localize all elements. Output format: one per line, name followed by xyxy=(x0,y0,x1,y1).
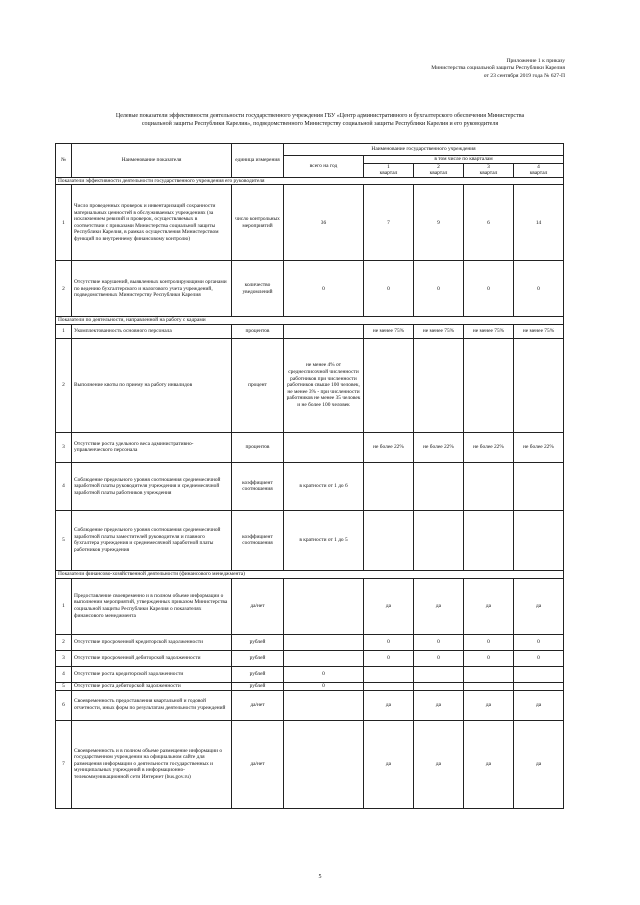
appendix-reference xyxy=(345,58,565,80)
row-number: 1 xyxy=(56,578,72,634)
row-number: 1 xyxy=(56,185,72,261)
q3-cell xyxy=(464,510,514,570)
q4-cell: 0 xyxy=(514,261,564,317)
indicator-name: Своевременность предоставления квартальной и годовой отчетности, иных форм по результатам деятельности учреждений xyxy=(72,690,232,720)
table-row xyxy=(56,650,564,666)
header-q1-word: квартал xyxy=(379,170,398,177)
row-number: 6 xyxy=(56,690,72,720)
row-number: 2 xyxy=(56,261,72,317)
q1-cell: не менее 75% xyxy=(364,324,414,338)
indicator-name: Число проведенных проверок и инвентаризаций сохранности материальных ценностей в обслуживаемых учреждениях (за исключением ревизий и проверок, осуществляемых в соответствии с приказами Министерства социальной защиты Республики Карелия, в рамках осуществления Министерством функций по внутреннему финансовому контролю) xyxy=(72,185,232,261)
q4-cell: да xyxy=(514,720,564,808)
table-row xyxy=(56,682,564,690)
appendix-line-1: Приложение 1 к приказу xyxy=(506,58,565,64)
indicator-name: Отсутствие роста кредиторской задолженности xyxy=(72,666,232,682)
document-title xyxy=(60,112,580,128)
q1-cell: 0 xyxy=(364,261,414,317)
q1-cell xyxy=(364,510,414,570)
q3-cell: да xyxy=(464,690,514,720)
q3-cell: да xyxy=(464,578,514,634)
year-total-cell: 36 xyxy=(284,185,364,261)
header-q4-word: квартал xyxy=(529,170,548,177)
header-year-total: всего на год xyxy=(284,156,364,178)
q3-cell: 0 xyxy=(464,650,514,666)
header-q3-number: 3 xyxy=(487,163,490,170)
indicator-name: Соблюдение предельного уровня соотношения среднемесячной заработной платы руководителя учреждения и среднемесячной заработной платы работников учреждения xyxy=(72,462,232,510)
header-quarters-label: в том числе по кварталам xyxy=(364,156,564,164)
year-total-cell: 0 xyxy=(284,682,364,690)
unit-cell: рублей xyxy=(232,666,284,682)
row-number: 5 xyxy=(56,510,72,570)
table-row xyxy=(56,338,564,432)
year-total-cell xyxy=(284,432,364,462)
year-total-cell xyxy=(284,324,364,338)
q3-cell xyxy=(464,682,514,690)
row-number: 4 xyxy=(56,462,72,510)
q3-cell: 0 xyxy=(464,634,514,650)
appendix-line-3: от 23 сентября 2019 года № 627-П xyxy=(483,72,565,79)
q2-cell: да xyxy=(414,690,464,720)
section-title: Показатели эффективности деятельности государственного учреждения его руководителя xyxy=(56,177,564,185)
q4-cell xyxy=(514,510,564,570)
indicator-name: Соблюдение предельного уровня соотношения среднемесячной заработной платы заместителей руководителя и главного бухгалтера учреждения и среднемесячной заработной платы работников учреждения xyxy=(72,510,232,570)
q3-cell: не более 22% xyxy=(464,432,514,462)
q2-cell: 0 xyxy=(414,261,464,317)
q1-cell: 0 xyxy=(364,634,414,650)
section-row xyxy=(56,177,564,185)
header-q2-number: 2 xyxy=(437,163,440,170)
q1-cell xyxy=(364,338,414,432)
title-line-1: Целевые показатели эффективности деятельности государственного учреждения ГБУ «Центр административного и бухгалтерского обеспечения Министерства xyxy=(115,113,525,119)
q4-cell xyxy=(514,682,564,690)
row-number: 5 xyxy=(56,682,72,690)
section-title: Показатели по деятельности, направленной на работу с кадрами xyxy=(56,317,564,325)
q2-cell: да xyxy=(414,578,464,634)
header-q3 xyxy=(464,163,514,177)
header-q4-number: 4 xyxy=(537,163,540,170)
row-number: 4 xyxy=(56,666,72,682)
row-number: 2 xyxy=(56,634,72,650)
page-number: 5 xyxy=(318,874,322,880)
unit-cell: рублей xyxy=(232,650,284,666)
section-title: Показатели финансово-хозяйственной деятельности (финансового менеджмента) xyxy=(56,570,564,578)
q2-cell xyxy=(414,682,464,690)
year-total-cell: 0 xyxy=(284,261,364,317)
year-total-cell xyxy=(284,578,364,634)
table-row xyxy=(56,185,564,261)
q2-cell xyxy=(414,510,464,570)
q4-cell xyxy=(514,462,564,510)
q4-cell: не менее 75% xyxy=(514,324,564,338)
unit-cell: процент xyxy=(232,338,284,432)
table-row xyxy=(56,720,564,808)
q3-cell xyxy=(464,338,514,432)
q2-cell xyxy=(414,462,464,510)
header-name: Наименование показателя xyxy=(72,144,232,178)
indicator-name: Отсутствие просроченной дебиторской задолженности xyxy=(72,650,232,666)
year-total-cell: в кратности от 1 до 6 xyxy=(284,462,364,510)
table-row xyxy=(56,432,564,462)
header-q3-word: квартал xyxy=(479,170,498,177)
q1-cell: да xyxy=(364,578,414,634)
q1-cell xyxy=(364,666,414,682)
section-row xyxy=(56,570,564,578)
indicator-name: Отсутствие нарушений, выявленных контролирующими органами по ведению бухгалтерского и налогового учета учреждений, подведомственных Министерству Республики Карелия xyxy=(72,261,232,317)
indicators-table xyxy=(55,143,564,809)
header-group: Наименование государственного учреждения xyxy=(284,144,564,156)
indicator-name: Выполнение квоты по приему на работу инвалидов xyxy=(72,338,232,432)
row-number: 3 xyxy=(56,432,72,462)
year-total-cell: в кратности от 1 до 5 xyxy=(284,510,364,570)
q3-cell xyxy=(464,666,514,682)
header-q2 xyxy=(414,163,464,177)
q4-cell: 0 xyxy=(514,650,564,666)
year-total-cell xyxy=(284,690,364,720)
q2-cell: да xyxy=(414,720,464,808)
q2-cell xyxy=(414,338,464,432)
q3-cell: 0 xyxy=(464,261,514,317)
header-unit: единица измерения xyxy=(232,144,284,178)
table-row xyxy=(56,634,564,650)
unit-cell: процентов xyxy=(232,324,284,338)
year-total-cell xyxy=(284,720,364,808)
q4-cell xyxy=(514,338,564,432)
indicator-name: Отсутствие роста дебиторской задолженности xyxy=(72,682,232,690)
unit-cell: коэффициент соотношения xyxy=(232,510,284,570)
table-row xyxy=(56,510,564,570)
unit-cell: число контрольных мероприятий xyxy=(232,185,284,261)
row-number: 7 xyxy=(56,720,72,808)
q2-cell: 0 xyxy=(414,634,464,650)
unit-cell: да/нет xyxy=(232,720,284,808)
table-row xyxy=(56,690,564,720)
q1-cell: 0 xyxy=(364,650,414,666)
q1-cell: да xyxy=(364,690,414,720)
q2-cell: 9 xyxy=(414,185,464,261)
q4-cell xyxy=(514,666,564,682)
q3-cell: не менее 75% xyxy=(464,324,514,338)
table-row xyxy=(56,324,564,338)
q2-cell: не более 22% xyxy=(414,432,464,462)
section-row xyxy=(56,317,564,325)
row-number: 1 xyxy=(56,324,72,338)
indicator-name: Предоставление своевременно и в полном объеме информации о выполнении мероприятий, утвержденных приказом Министерства социальной защиты Республики Карелия о показателях финансового менеджмента xyxy=(72,578,232,634)
q3-cell xyxy=(464,462,514,510)
unit-cell: да/нет xyxy=(232,690,284,720)
header-q2-word: квартал xyxy=(429,170,448,177)
unit-cell: рублей xyxy=(232,682,284,690)
q2-cell: не менее 75% xyxy=(414,324,464,338)
header-row-1 xyxy=(56,144,564,156)
appendix-line-2: Министерства социальной защиты Республики Карелия xyxy=(431,65,565,72)
unit-cell: коэффициент соотношения xyxy=(232,462,284,510)
q3-cell: 6 xyxy=(464,185,514,261)
q4-cell: 0 xyxy=(514,634,564,650)
table-row xyxy=(56,261,564,317)
header-num: № xyxy=(56,144,72,178)
q3-cell: да xyxy=(464,720,514,808)
year-total-cell: не менее 4% от среднесписочной численности работников при численности работников свыше 100 человек, не менее 3% - при численности работников не менее 35 человек и не более 100 человек xyxy=(284,338,364,432)
unit-cell: да/нет xyxy=(232,578,284,634)
q4-cell: да xyxy=(514,578,564,634)
unit-cell: процентов xyxy=(232,432,284,462)
indicator-name: Своевременность и в полном объеме размещение информации о государственном учреждении на официальном сайте для размещения информации о деятельности государственных и муниципальных учреждений в информационно-телекоммуникационной сети Интернет (bus.gov.ru) xyxy=(72,720,232,808)
unit-cell: количество уведомлений xyxy=(232,261,284,317)
header-q4 xyxy=(514,163,564,177)
q1-cell: не более 22% xyxy=(364,432,414,462)
header-q1-number: 1 xyxy=(387,163,390,170)
q1-cell xyxy=(364,682,414,690)
q1-cell xyxy=(364,462,414,510)
q1-cell: 7 xyxy=(364,185,414,261)
year-total-cell xyxy=(284,650,364,666)
table-row xyxy=(56,666,564,682)
year-total-cell: 0 xyxy=(284,666,364,682)
indicator-name: Отсутствие просроченной кредиторской задолженности xyxy=(72,634,232,650)
q4-cell: да xyxy=(514,690,564,720)
table-row xyxy=(56,462,564,510)
indicator-name: Отсутствие роста удельного веса административно-управленческого персонала xyxy=(72,432,232,462)
title-line-2: социальной защиты Республики Карелия», подведомственного Министерству социальной защиты Республики Карелия и его руководителя xyxy=(141,121,499,128)
q4-cell: 14 xyxy=(514,185,564,261)
year-total-cell xyxy=(284,634,364,650)
row-number: 3 xyxy=(56,650,72,666)
q2-cell: 0 xyxy=(414,650,464,666)
q4-cell: не более 22% xyxy=(514,432,564,462)
q2-cell xyxy=(414,666,464,682)
q1-cell: да xyxy=(364,720,414,808)
unit-cell: рублей xyxy=(232,634,284,650)
indicator-name: Укомплектованность основного персонала xyxy=(72,324,232,338)
table-row xyxy=(56,578,564,634)
row-number: 2 xyxy=(56,338,72,432)
header-q1 xyxy=(364,163,414,177)
